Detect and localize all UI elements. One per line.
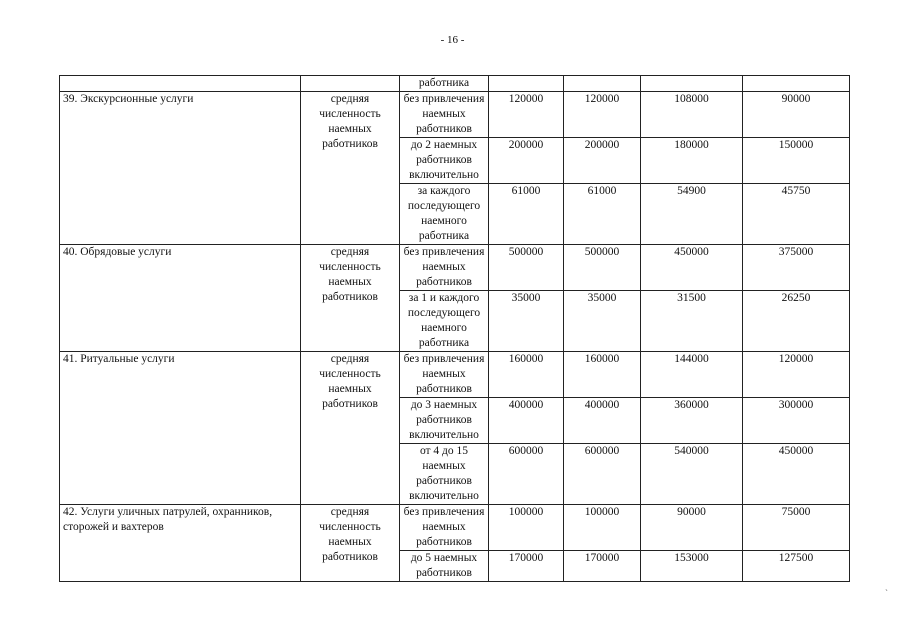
rate-value: 45750	[743, 184, 850, 245]
employee-range: за каждого последующего наемного работника	[400, 184, 489, 245]
rate-value: 75000	[743, 505, 850, 551]
rate-value: 200000	[489, 138, 564, 184]
indicator-category: средняя численность наемных работников	[301, 92, 400, 245]
value-cell	[743, 76, 850, 92]
rate-value: 61000	[489, 184, 564, 245]
rate-value: 500000	[564, 245, 641, 291]
indicator-category: средняя численность наемных работников	[301, 352, 400, 505]
service-name: 42. Услуги уличных патрулей, охранников, сторожей и вахтеров	[60, 505, 301, 582]
rate-value: 26250	[743, 291, 850, 352]
rate-value: 500000	[489, 245, 564, 291]
name-cell	[60, 76, 301, 92]
rate-value: 375000	[743, 245, 850, 291]
service-name: 41. Ритуальные услуги	[60, 352, 301, 505]
page-number: - 16 -	[440, 34, 465, 46]
employee-range: без привлечения наемных работников	[400, 352, 489, 398]
rate-value: 108000	[641, 92, 743, 138]
rate-value: 35000	[564, 291, 641, 352]
desc-cell: работника	[400, 76, 489, 92]
rate-value: 144000	[641, 352, 743, 398]
rate-value: 127500	[743, 551, 850, 582]
scan-mark: `	[885, 588, 888, 598]
rate-value: 100000	[489, 505, 564, 551]
employee-range: без привлечения наемных работников	[400, 92, 489, 138]
rate-value: 540000	[641, 444, 743, 505]
category-cell	[301, 76, 400, 92]
rate-value: 31500	[641, 291, 743, 352]
rate-value: 300000	[743, 398, 850, 444]
value-cell	[641, 76, 743, 92]
rate-value: 160000	[564, 352, 641, 398]
rate-value: 400000	[489, 398, 564, 444]
rate-value: 160000	[489, 352, 564, 398]
rate-value: 360000	[641, 398, 743, 444]
rate-value: 600000	[489, 444, 564, 505]
rate-value: 120000	[489, 92, 564, 138]
employee-range: до 5 наемных работников	[400, 551, 489, 582]
rate-value: 54900	[641, 184, 743, 245]
rate-value: 200000	[564, 138, 641, 184]
rate-value: 61000	[564, 184, 641, 245]
rate-value: 600000	[564, 444, 641, 505]
rate-value: 450000	[743, 444, 850, 505]
employee-range: без привлечения наемных работников	[400, 505, 489, 551]
table-row	[60, 505, 850, 551]
table-row	[60, 245, 850, 291]
rate-value: 153000	[641, 551, 743, 582]
employee-range: до 3 наемных работников включительно	[400, 398, 489, 444]
indicator-category: средняя численность наемных работников	[301, 505, 400, 582]
service-name: 40. Обрядовые услуги	[60, 245, 301, 352]
employee-range: до 2 наемных работников включительно	[400, 138, 489, 184]
table-row	[60, 92, 850, 138]
value-cell	[564, 76, 641, 92]
rate-value: 400000	[564, 398, 641, 444]
service-name: 39. Экскурсионные услуги	[60, 92, 301, 245]
rate-value: 150000	[743, 138, 850, 184]
employee-range: за 1 и каждого последующего наемного работника	[400, 291, 489, 352]
rate-value: 120000	[743, 352, 850, 398]
table-row	[60, 352, 850, 398]
employee-range: без привлечения наемных работников	[400, 245, 489, 291]
tax-rates-table	[59, 75, 850, 582]
rate-value: 450000	[641, 245, 743, 291]
rate-value: 170000	[489, 551, 564, 582]
rate-value: 100000	[564, 505, 641, 551]
rate-value: 90000	[743, 92, 850, 138]
rate-value: 170000	[564, 551, 641, 582]
rate-value: 90000	[641, 505, 743, 551]
rate-value: 120000	[564, 92, 641, 138]
value-cell	[489, 76, 564, 92]
table-row	[60, 76, 850, 92]
employee-range: от 4 до 15 наемных работников включительно	[400, 444, 489, 505]
rate-value: 180000	[641, 138, 743, 184]
indicator-category: средняя численность наемных работников	[301, 245, 400, 352]
rate-value: 35000	[489, 291, 564, 352]
